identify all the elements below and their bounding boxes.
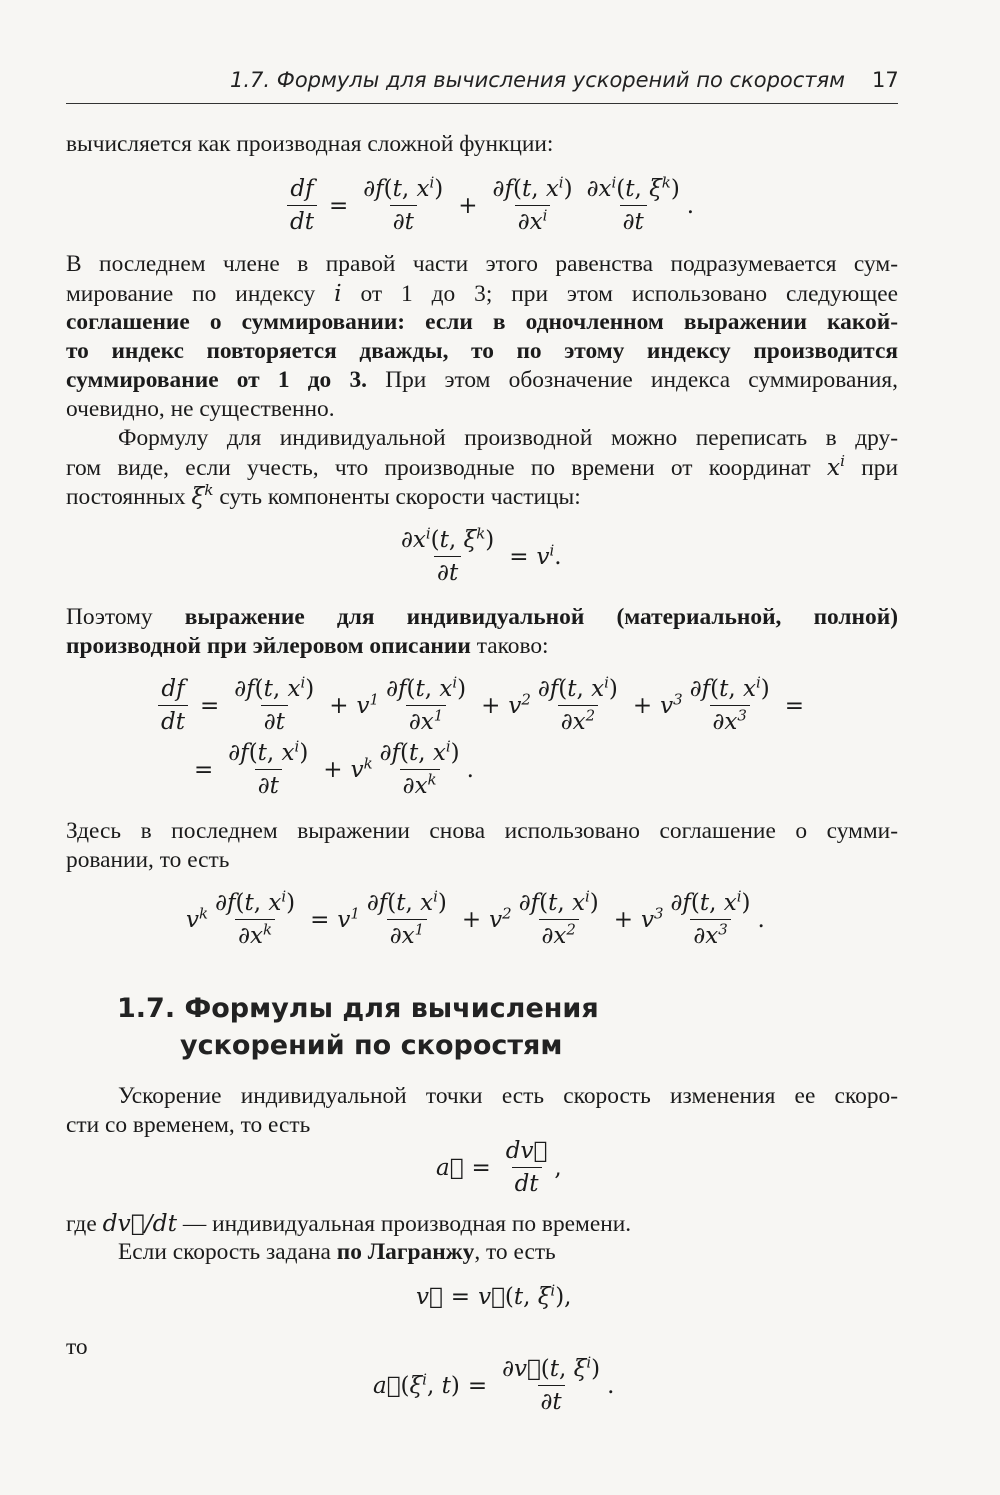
- paragraph-line: гом виде, если учесть, что производные по времени от координат $x^i$ при: [66, 452, 898, 481]
- paragraph-line: очевидно, не существенно.: [66, 396, 335, 422]
- paragraph-line: Ускорение индивидуальной точки есть скорость изменения ее скоро-: [118, 1083, 898, 1109]
- section-heading-line1: 1.7. Формулы для вычисления: [117, 993, 599, 1024]
- paragraph-line: где dv⃗/dt — индивидуальная производная по времени.: [66, 1209, 632, 1237]
- equation-summation: $v^k$ $\frac{\partial f(t, x^i)}{\partial x^k}$ = $v^1$ $\frac{\partial f(t, x^i)}{\partial x^1}$ + $v^2$ $\frac{\partial f(t, x^i)}{\partial x^2}$ + $v^3$ $\frac{\partial f(t, x^i)}{\partial x^3}$ .: [186, 887, 765, 949]
- equation-acceleration: a⃗ = $\frac{dv⃗}{dt}$ ,: [436, 1138, 562, 1197]
- page-number: 17: [872, 68, 899, 92]
- paragraph-line: мирование по индексу i от 1 до 3; при этом использовано следующее: [66, 279, 899, 307]
- paragraph-line: Если скорость задана по Лагранжу, то есть: [118, 1239, 556, 1265]
- paragraph-line: Формулу для индивидуальной производной можно переписать в дру-: [118, 425, 898, 451]
- paragraph-line: суммирование от 1 до 3. При этом обозначение индекса суммирования,: [66, 367, 898, 393]
- equation-material-derivative-line1: $\frac{df}{dt}$ = $\frac{\partial f(t, x^i)}{\partial t}$ + $v^1$ $\frac{\partial f(t, x^i)}{\partial x^1}$ + $v^2$ $\frac{\partial f(t, x^i)}{\partial x^2}$ + $v^3$ $\frac{\partial f(t, x^i)}{\partial x^3}$ =: [154, 676, 812, 735]
- equation-lagrange-velocity: v⃗ = v⃗ (t, $\xi^i$),: [416, 1281, 572, 1310]
- paragraph-line: вычисляется как производная сложной функции:: [66, 131, 554, 157]
- equation-chain-rule: $\frac{df}{dt}$ = $\frac{\partial f(t, x^i)}{\partial t}$ + $\frac{\partial f(t, x^i)}{\partial x^i}$ $\frac{\partial x^i(t, \xi^k)}{\partial t}$ .: [283, 176, 694, 235]
- paragraph-line: производной при эйлеровом описании таково:: [66, 633, 549, 659]
- paragraph-line: Поэтому выражение для индивидуальной (материальной, полной): [66, 604, 898, 630]
- paragraph-line: постоянных $\xi^k$ суть компоненты скорости частицы:: [66, 481, 581, 510]
- paragraph-line: Здесь в последнем выражении снова использовано соглашение о сумми-: [66, 818, 898, 844]
- paragraph-line: то индекс повторяется дважды, то по этому индексу производится: [66, 338, 898, 364]
- header-rule: [66, 103, 898, 104]
- equation-material-derivative-line2: = $\frac{\partial f(t, x^i)}{\partial t}$ + $v^k$ $\frac{\partial f(t, x^i)}{\partial x^k}$ .: [194, 737, 474, 799]
- equation-lagrange-acceleration: $a⃗(\xi^i$, t) = $\frac{\partial v⃗(t, \xi^i)}{\partial t}$ .: [373, 1353, 615, 1415]
- equation-velocity: $\frac{\partial x^i(t, \xi^k)}{\partial t}$ = $v^i$ .: [401, 524, 562, 586]
- paragraph-line: то: [66, 1334, 88, 1360]
- running-head: 1.7. Формулы для вычисления ускорений по скоростям: [230, 68, 846, 92]
- paragraph-line: ровании, то есть: [66, 847, 230, 873]
- paragraph-line: В последнем члене в правой части этого равенства подразумевается сум-: [66, 251, 898, 277]
- paragraph-line: соглашение о суммировании: если в одночленном выражении какой-: [66, 309, 898, 335]
- paragraph-line: сти со временем, то есть: [66, 1112, 311, 1138]
- section-heading-line2: ускорений по скоростям: [180, 1030, 563, 1061]
